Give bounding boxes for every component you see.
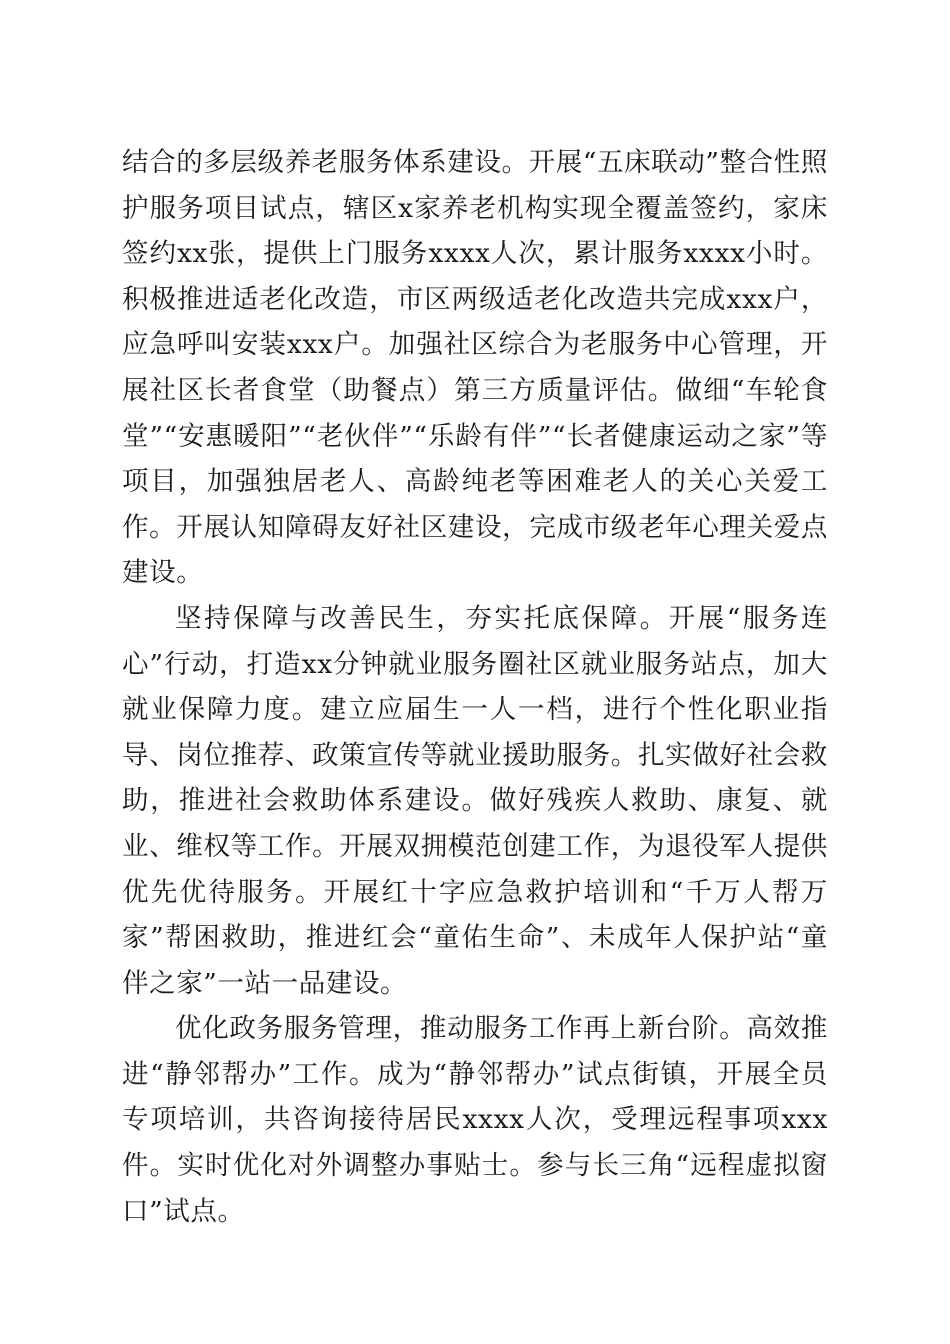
paragraph-government-services: 优化政务服务管理，推动服务工作再上新台阶。高效推进“静邻帮办”工作。成为“静邻帮办”试点街镇，开展全员专项培训，共咨询接待居民xxxx人次，受理远程事项xxx件。实时优化对外调整办事贴士。参与长三角“远程虚拟窗口”试点。 [122, 1013, 828, 1227]
paragraph-elderly-services: 结合的多层级养老服务体系建设。开展“五床联动”整合性照护服务项目试点，辖区x家养老机构实现全覆盖签约，家床签约xx张，提供上门服务xxxx人次，累计服务xxxx小时。积极推进适老化改造，市区两级适老化改造共完成xxx户，应急呼叫安装xxx户。加强社区综合为老服务中心管理，开展社区长者食堂（助餐点）第三方质量评估。做细“车轮食堂”“安惠暖阳”“老伙伴”“乐龄有伴”“长者健康运动之家”等项目，加强独居老人、高龄纯老等困难老人的关心关爱工作。开展认知障碍友好社区建设，完成市级老年心理关爱点建设。 [122, 147, 828, 589]
paragraph-livelihood-security: 坚持保障与改善民生，夯实托底保障。开展“服务连心”行动，打造xx分钟就业服务圈社区就业服务站点，加大就业保障力度。建立应届生一人一档，进行个性化职业指导、岗位推荐、政策宣传等就业援助服务。扎实做好社会救助，推进社会救助体系建设。做好残疾人救助、康复、就业、维权等工作。开展双拥模范创建工作，为退役军人提供优先优待服务。开展红十字应急救护培训和“千万人帮万家”帮困救助，推进红会“童佑生命”、未成年人保护站“童伴之家”一站一品建设。 [122, 602, 828, 999]
document-body [122, 140, 828, 1234]
